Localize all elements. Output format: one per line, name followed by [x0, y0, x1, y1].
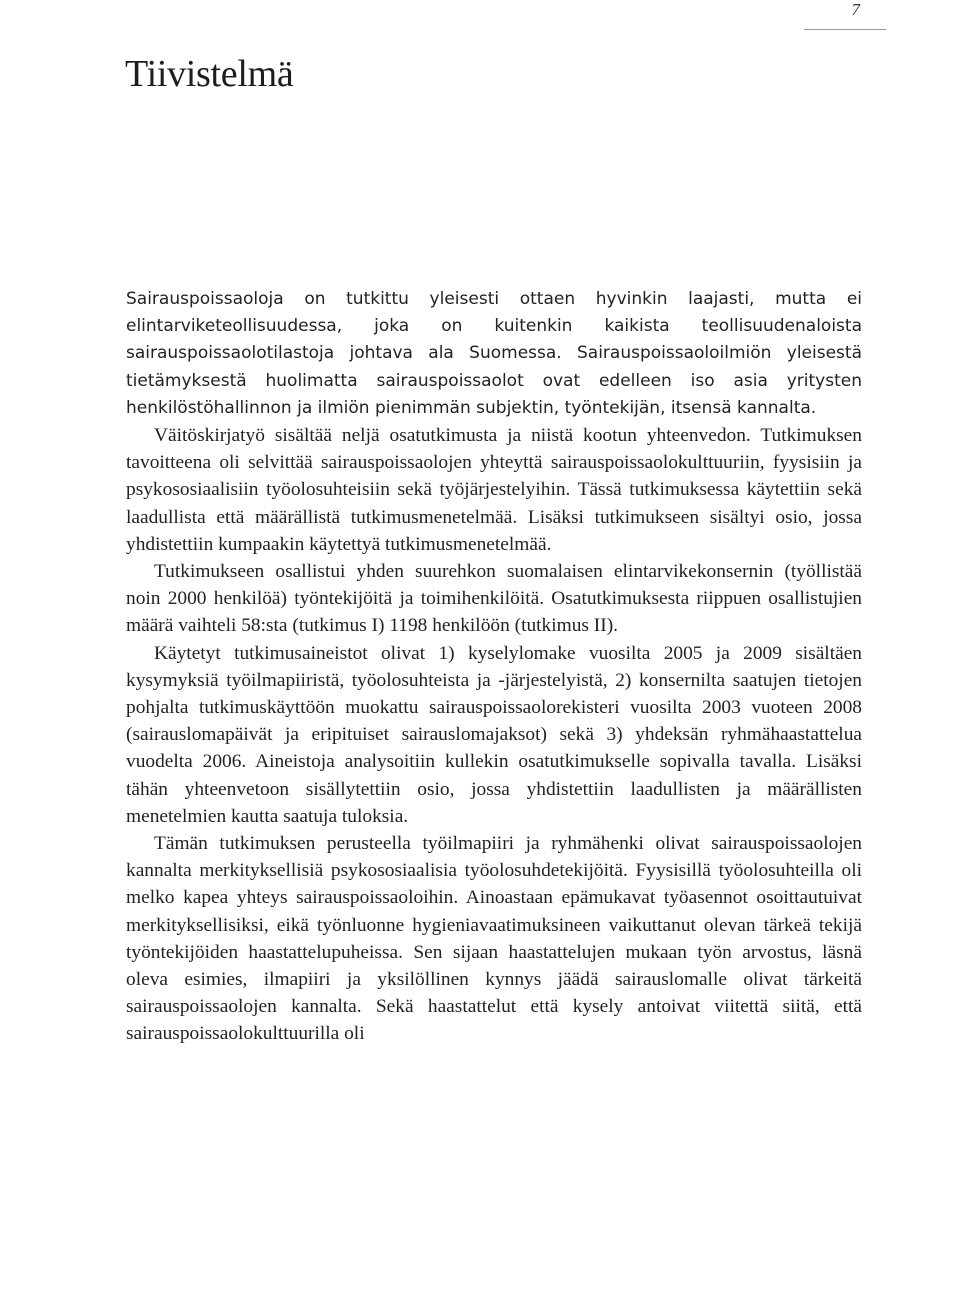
paragraph-materials: Käytetyt tutkimusaineistot olivat 1) kyselylomake vuosilta 2005 ja 2009 sisältäen kysymyksiä työilmapiiristä, työolosuhteista ja -järjestelyistä, 2) konsernilta saatujen tietojen pohjalta tutkimuskäyttöön muokattu sairauspoissaolorekisteri vuosilta 2003 vuoteen 2008 (sairauslomapäivät ja eripituiset sairauslomajaksot) sekä 3) yhdeksän ryhmähaastattelua vuodelta 2006. Aineistoja analysoitiin kullekin osatutkimukselle sopivalla tavalla. Lisäksi tähän yhteenvetoon sisällytettiin osio, jossa yhdistettiin laadullisten ja määrällisten menetelmien kautta saatuja tuloksia.	[126, 642, 862, 827]
paragraph-intro: Sairauspoissaoloja on tutkittu yleisesti ottaen hyvinkin laajasti, mutta ei elintarviketeollisuudessa, joka on kuitenkin kaikista teollisuudenaloista sairauspoissaolotilastoja johtava ala Suomessa. Sairauspoissaoloilmiön yleisestä tietämyksestä huolimatta sairauspoissaolot ovat edelleen iso asia yritysten henkilöstöhallinnon ja ilmiön pienimmän subjektin, työntekijän, itsensä kannalta.	[126, 289, 862, 418]
paragraph-aims: Väitöskirjatyö sisältää neljä osatutkimusta ja niistä kootun yhteenvedon. Tutkimuksen tavoitteena oli selvittää sairauspoissaolojen yhteyttä sairauspoissaolokulttuuriin, fyysisiin ja psykososiaalisiin työolosuhteisiin sekä työjärjestelyihin. Tässä tutkimuksessa käytettiin sekä laadullista että määrällistä tutkimusmenetelmää. Lisäksi tutkimukseen sisältyi osio, jossa yhdistettiin kumpaakin käytettyä tutkimusmenetelmää.	[126, 425, 862, 555]
paragraph-participants: Tutkimukseen osallistui yhden suurehkon suomalaisen elintarvikekonsernin (työllistää noin 2000 henkilöä) työntekijöitä ja toimihenkilöitä. Osatutkimuksesta riippuen osallistujien määrä vaihteli 58:sta (tutkimus I) 1198 henkilöön (tutkimus II).	[126, 561, 862, 637]
paragraph-results: Tämän tutkimuksen perusteella työilmapiiri ja ryhmähenki olivat sairauspoissaolojen kannalta merkityksellisiä psykososiaalisia työolosuhdetekijöitä. Fyysisillä työolosuhteilla oli melko kapea yhteys sairauspoissaoloihin. Ainoastaan epämukavat työasennot osoittautuivat merkityksellisiksi, eikä työnluonne hygieniavaatimuksineen vaikuttanut olevan tärkeä tekijä työntekijöiden haastattelupuheissa. Sen sijaan haastattelujen mukaan työn arvostus, läsnä oleva esimies, ilmapiiri ja yksilöllinen kynnys jäädä sairauslomalle olivat tärkeitä sairauspoissaolojen kannalta. Sekä haastattelut että kysely antoivat viitettä siitä, että sairauspoissaolokulttuurilla oli	[126, 833, 862, 1045]
abstract-body	[126, 286, 862, 1048]
page-number: 7	[851, 0, 860, 19]
page-title: Tiivistelmä	[125, 53, 294, 95]
header-rule	[804, 29, 886, 30]
